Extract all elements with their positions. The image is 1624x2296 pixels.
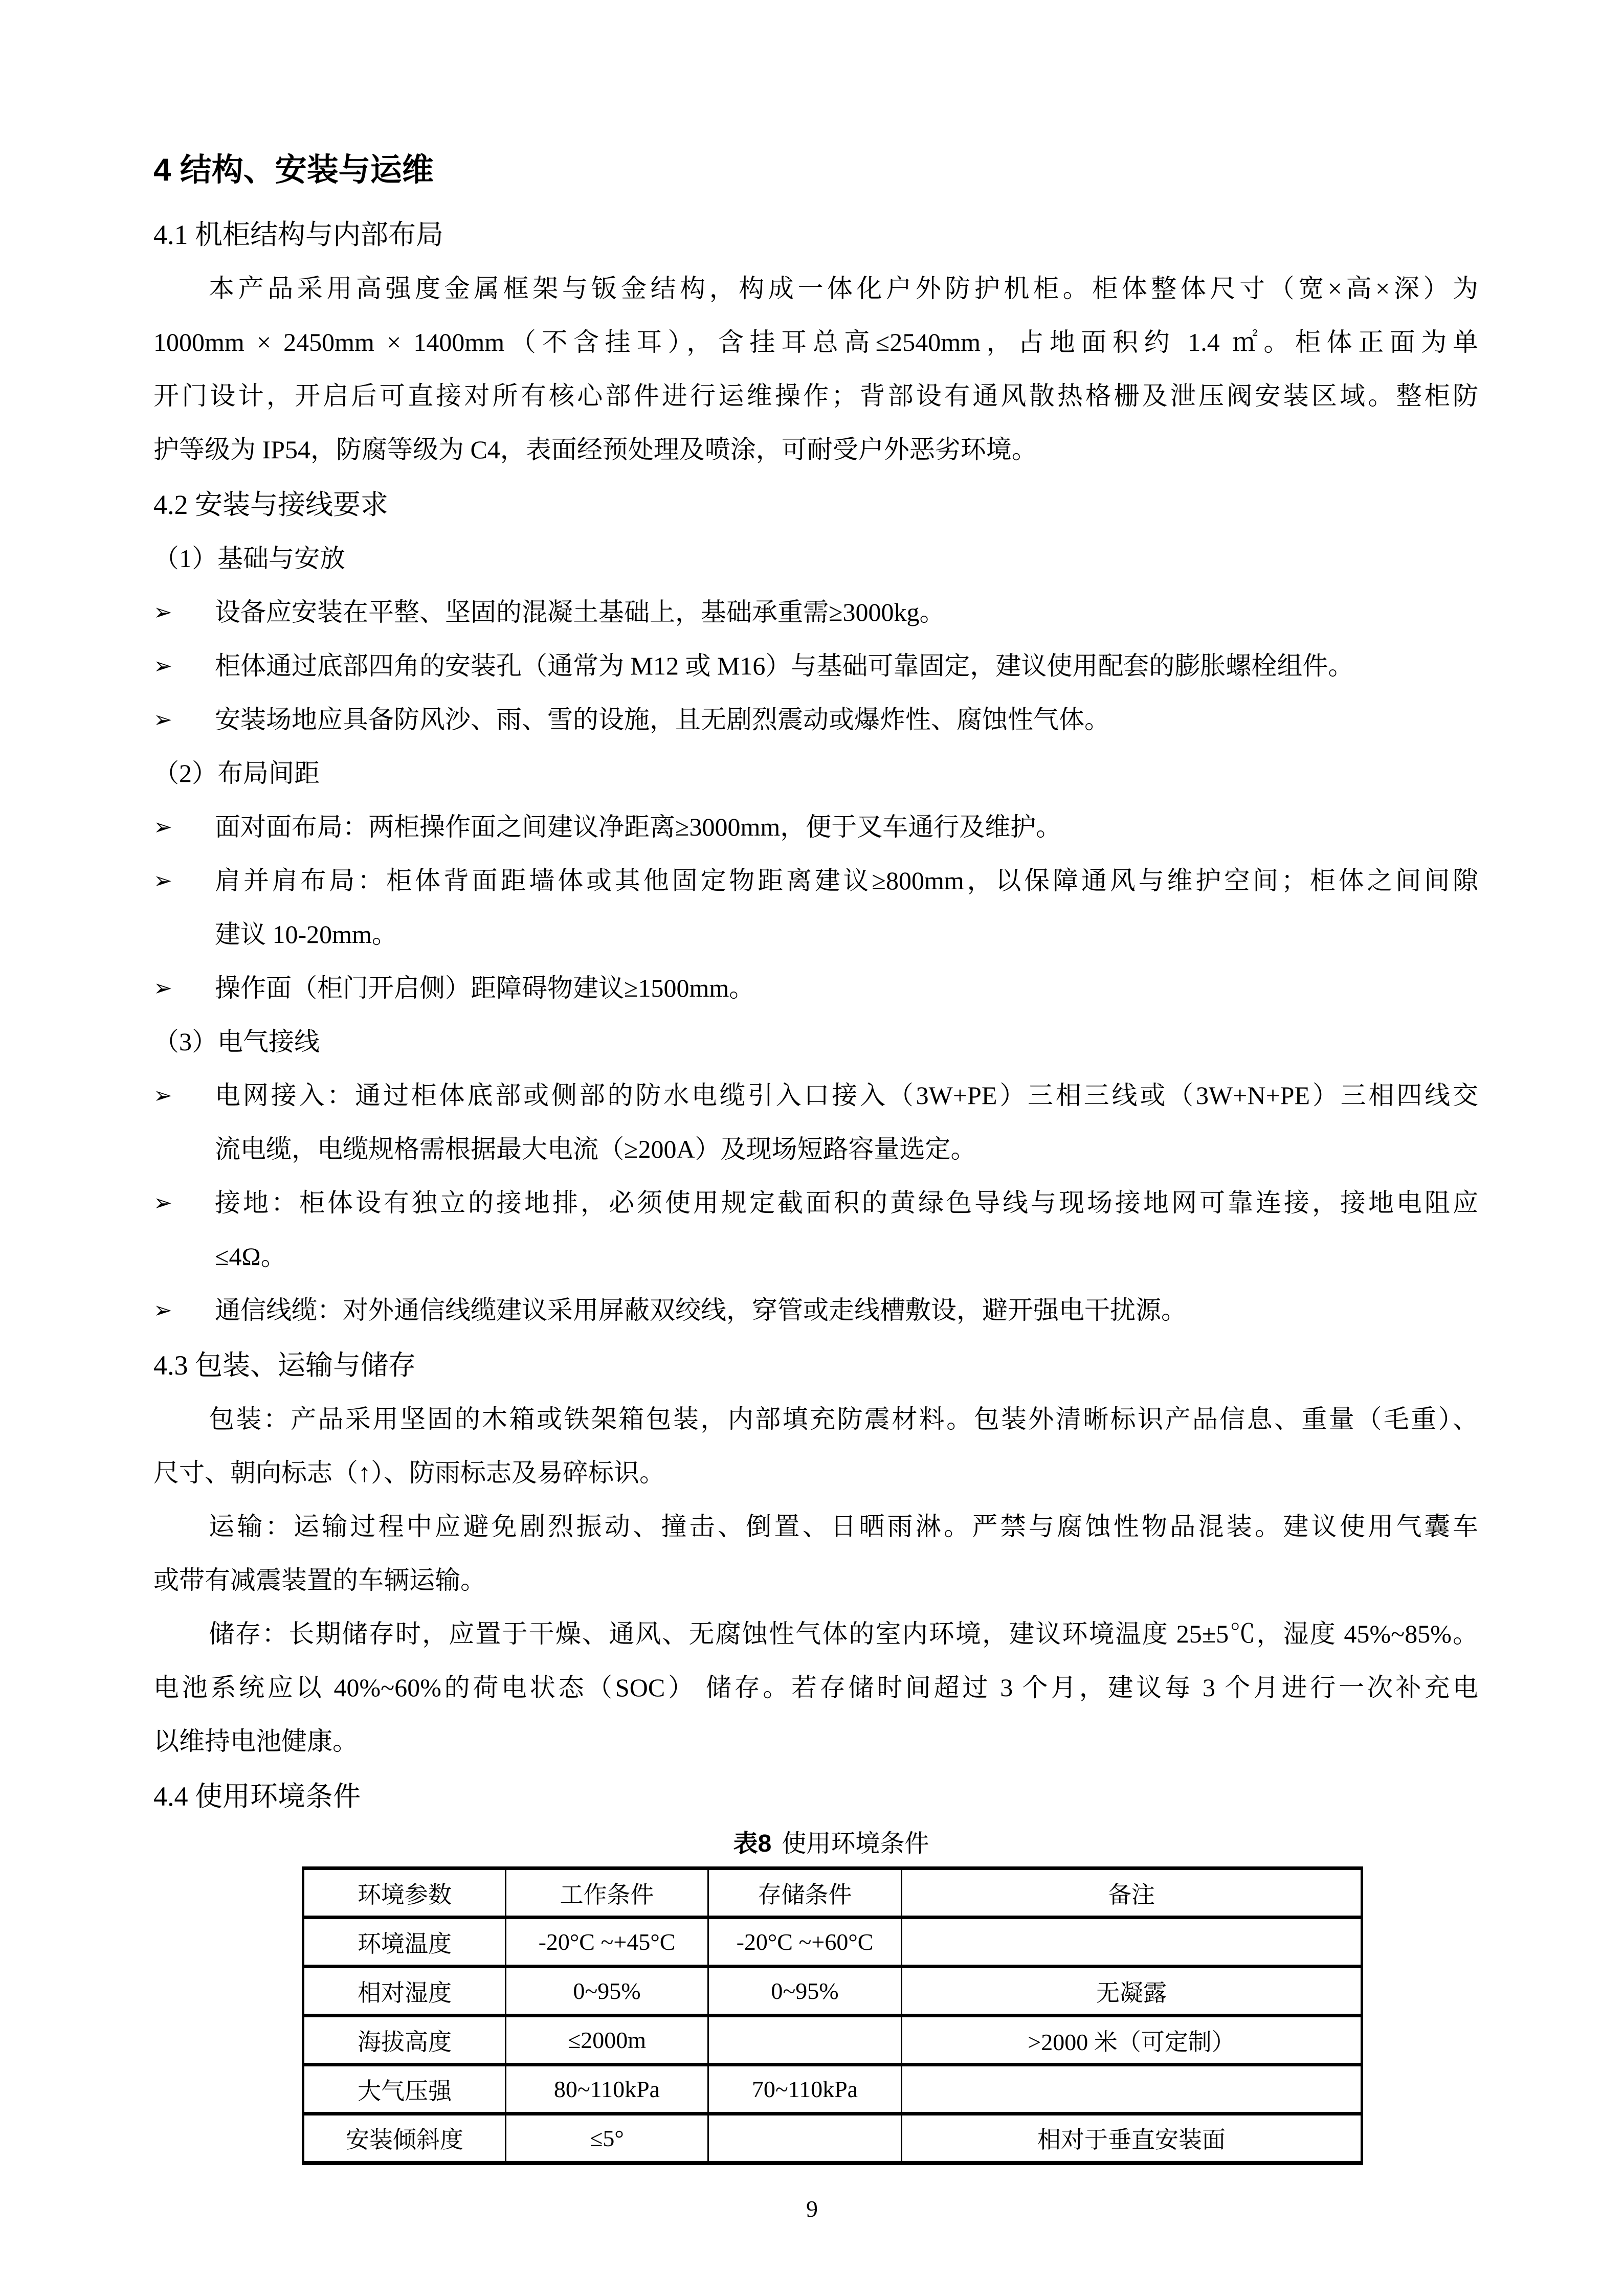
list-item-wiring-1 (153, 1069, 1478, 1176)
text-line: 护等级为 IP54，防腐等级为 C4，表面经预处理及喷涂，可耐受户外恶劣环境。 (153, 435, 1037, 464)
table-cell: 大气压强 (303, 2065, 506, 2114)
table-cell: ≤5° (506, 2114, 708, 2163)
table-row (303, 2114, 1362, 2163)
text-line: 柜体通过底部四角的安装孔（通常为 M12 或 M16）与基础可靠固定，建议使用配套的膨胀螺栓组件。 (215, 651, 1354, 680)
list-item-spacing-1 (153, 800, 1478, 854)
text-line: 以维持电池健康。 (153, 1727, 358, 1755)
bullet-arrow-icon: ➢ (153, 868, 172, 894)
bullet-arrow-icon: ➢ (153, 653, 172, 679)
text-line: 肩并肩布局：柜体背面距墙体或其他固定物距离建议≥800mm，以保障通风与维护空间；柜体之间间隙 (215, 866, 1478, 895)
group-label-electrical-wiring: （3）电气接线 (153, 1027, 320, 1056)
bullet-arrow-icon: ➢ (153, 707, 172, 733)
table-caption-number: 表8 (733, 1830, 772, 1857)
list-item-wiring-2 (153, 1176, 1478, 1284)
text-line: 设备应安装在平整、坚固的混凝土基础上，基础承重需≥3000kg。 (215, 598, 945, 626)
bullet-arrow-icon: ➢ (153, 1083, 172, 1109)
text-line: 运输：运输过程中应避免剧烈振动、撞击、倒置、日晒雨淋。严禁与腐蚀性物品混装。建议使用气囊车 (209, 1512, 1478, 1541)
table-cell: 相对湿度 (303, 1967, 506, 2016)
table-cell: 安装倾斜度 (303, 2114, 506, 2163)
table-cell: -20°C ~+45°C (506, 1918, 708, 1967)
table-caption-title: 使用环境条件 (782, 1830, 929, 1857)
table-row (303, 2065, 1362, 2114)
table-cell: 海拔高度 (303, 2016, 506, 2065)
paragraph-transport (153, 1500, 1478, 1607)
table-cell: >2000 米（可定制） (902, 2016, 1362, 2065)
section-heading-4-4: 4.4 使用环境条件 (153, 1781, 361, 1812)
table-row (303, 2016, 1362, 2065)
table-cell (708, 2114, 902, 2163)
list-item-foundation-2 (153, 639, 1478, 693)
list-item-spacing-2 (153, 854, 1478, 961)
text-line: 尺寸、朝向标志（↑）、防雨标志及易碎标识。 (153, 1458, 665, 1487)
text-line: 本产品采用高强度金属框架与钣金结构，构成一体化户外防护机柜。柜体整体尺寸（宽×高×深）为 (209, 274, 1478, 303)
list-item-foundation-1 (153, 586, 1478, 639)
text-line: 安装场地应具备防风沙、雨、雪的设施，且无剧烈震动或爆炸性、腐蚀性气体。 (215, 705, 1110, 734)
table-header-row (303, 1869, 1362, 1918)
section-heading-4: 4 结构、安装与运维 (153, 152, 434, 188)
text-line: 操作面（柜门开启侧）距障碍物建议≥1500mm。 (215, 974, 755, 1002)
bullet-arrow-icon: ➢ (153, 599, 172, 625)
text-line: 1000mm × 2450mm × 1400mm（不含挂耳），含挂耳总高≤2540mm，占地面积约 1.4 ㎡。柜体正面为单 (153, 328, 1478, 356)
table-cell: -20°C ~+60°C (708, 1918, 902, 1967)
paragraph-packaging (153, 1392, 1478, 1500)
list-item-spacing-3 (153, 961, 1478, 1015)
text-line: 包装：产品采用坚固的木箱或铁架箱包装，内部填充防震材料。包装外清晰标识产品信息、重量（毛重）、 (209, 1405, 1478, 1433)
table-cell: 80~110kPa (506, 2065, 708, 2114)
table-header-cell: 工作条件 (506, 1869, 708, 1918)
text-line: 储存：长期储存时，应置于干燥、通风、无腐蚀性气体的室内环境，建议环境温度 25±5℃，湿度 45%~85%。 (209, 1619, 1478, 1648)
table-row (303, 1918, 1362, 1967)
text-line: 通信线缆：对外通信线缆建议采用屏蔽双绞线，穿管或走线槽敷设，避开强电干扰源。 (215, 1296, 1187, 1324)
bullet-arrow-icon: ➢ (153, 1190, 172, 1216)
bullet-arrow-icon: ➢ (153, 975, 172, 1001)
table-cell (902, 1918, 1362, 1967)
table-cell (902, 2065, 1362, 2114)
table-cell: 相对于垂直安装面 (902, 2114, 1362, 2163)
table-cell: 环境温度 (303, 1918, 506, 1967)
section-heading-4-1: 4.1 机柜结构与内部布局 (153, 219, 443, 250)
bullet-arrow-icon: ➢ (153, 1297, 172, 1323)
text-line: 开门设计，开启后可直接对所有核心部件进行运维操作；背部设有通风散热格栅及泄压阀安装区域。整柜防 (153, 381, 1478, 410)
text-line: 建议 10-20mm。 (215, 920, 397, 949)
text-line: 或带有减震装置的车辆运输。 (153, 1566, 486, 1594)
table-cell: 无凝露 (902, 1967, 1362, 2016)
text-line: ≤4Ω。 (215, 1242, 286, 1271)
text-line: 电网接入：通过柜体底部或侧部的防水电缆引入口接入（3W+PE）三相三线或（3W+N+PE）三相四线交 (215, 1081, 1478, 1110)
paragraph-storage (153, 1607, 1478, 1768)
list-item-foundation-3 (153, 693, 1478, 747)
table-cell (708, 2016, 902, 2065)
group-label-foundation: （1）基础与安放 (153, 544, 345, 573)
table-header-cell: 环境参数 (303, 1869, 506, 1918)
table-cell: 0~95% (708, 1967, 902, 2016)
text-line: 面对面布局：两柜操作面之间建议净距离≥3000mm，便于叉车通行及维护。 (215, 813, 1062, 841)
page-number: 9 (806, 2196, 818, 2222)
table-cell: 70~110kPa (708, 2065, 902, 2114)
text-line: 接地：柜体设有独立的接地排，必须使用规定截面积的黄绿色导线与现场接地网可靠连接，接地电阻应 (215, 1188, 1478, 1217)
group-label-layout-spacing: （2）布局间距 (153, 759, 320, 787)
table-header-cell: 备注 (902, 1869, 1362, 1918)
text-line: 电池系统应以 40%~60%的荷电状态（SOC） 储存。若存储时间超过 3 个月，建议每 3 个月进行一次补充电 (153, 1673, 1478, 1702)
table-cell: 0~95% (506, 1967, 708, 2016)
bullet-arrow-icon: ➢ (153, 814, 172, 840)
list-item-wiring-3 (153, 1284, 1478, 1337)
table-row (303, 1967, 1362, 2016)
table-caption (302, 1824, 1361, 1864)
paragraph-cabinet-structure (153, 262, 1478, 477)
environment-conditions-table (302, 1866, 1363, 2165)
text-line: 流电缆，电缆规格需根据最大电流（≥200A）及现场短路容量选定。 (215, 1135, 976, 1163)
section-heading-4-3: 4.3 包装、运输与储存 (153, 1350, 416, 1381)
table-cell: ≤2000m (506, 2016, 708, 2065)
section-heading-4-2: 4.2 安装与接线要求 (153, 489, 388, 520)
table-header-cell: 存储条件 (708, 1869, 902, 1918)
